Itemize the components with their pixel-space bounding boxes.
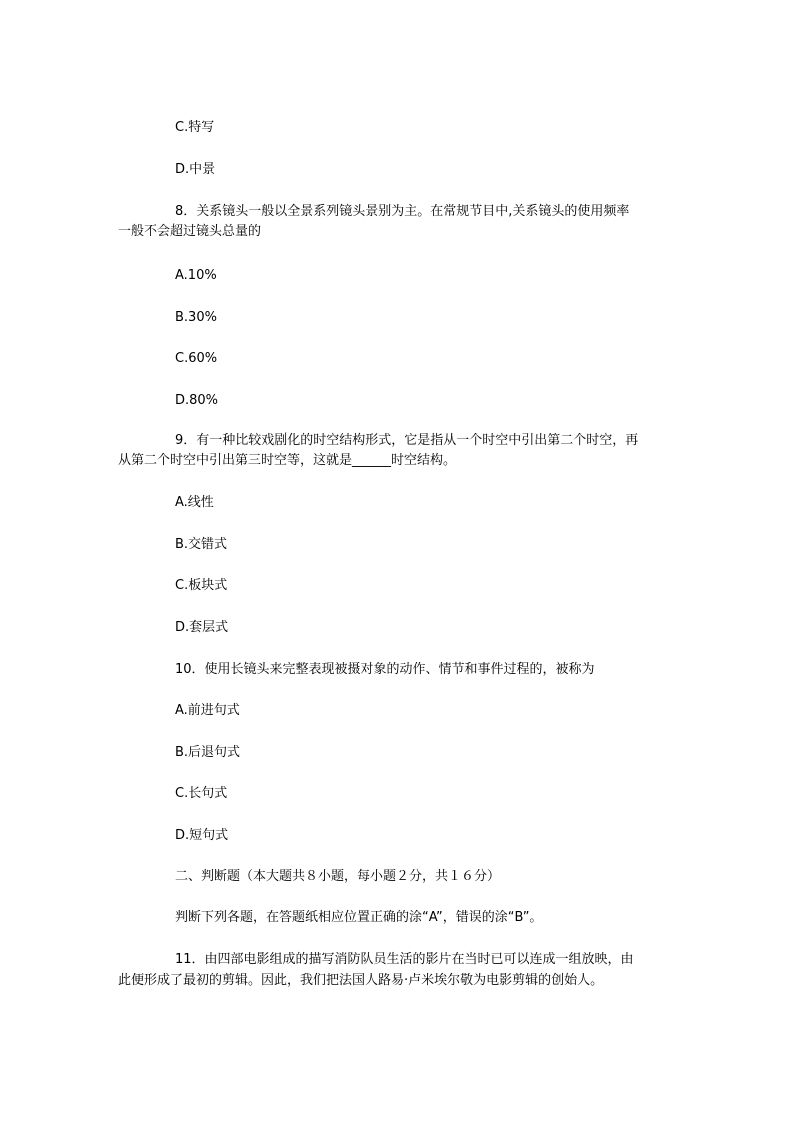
q8-option-d: D.80% [175,393,219,408]
q8-option-c: C.60% [175,351,218,366]
section2-heading: 二、判断题（本大题共８小题，每小题２分，共１６分） [175,869,501,884]
q11-stem-line1: 11．由四部电影组成的描写消防队员生活的影片在当时已可以连成一组放映，由 [175,952,634,967]
q7-option-d: D.中景 [175,162,216,177]
q9-stem-line1: 9．有一种比较戏剧化的时空结构形式，它是指从一个时空中引出第二个时空，再 [175,433,639,448]
q10-option-a: A.前进句式 [175,703,240,718]
q10-option-b: B.后退句式 [175,745,241,760]
q9-stem-line2: 从第二个时空中引出第三时空等，这就是______时空结构。 [118,453,457,468]
q8-stem-line1: 8．关系镜头一般以全景系列镜头景别为主。在常规节目中,关系镜头的使用频率 [175,204,630,219]
q9-option-d: D.套层式 [175,620,229,635]
q9-option-c: C.板块式 [175,578,228,593]
q7-option-c: C.特写 [175,120,215,135]
q10-option-d: D.短句式 [175,828,229,843]
q8-option-b: B.30% [175,310,217,325]
q9-option-b: B.交错式 [175,537,228,552]
q10-option-c: C.长句式 [175,786,228,801]
q8-option-a: A.10% [175,268,217,283]
q9-option-a: A.线性 [175,495,214,510]
q11-stem-line2: 此便形成了最初的剪辑。因此，我们把法国人路易·卢米埃尔敬为电影剪辑的创始人。 [118,973,604,988]
q10-stem: 10．使用长镜头来完整表现被摄对象的动作、情节和事件过程的，被称为 [175,662,595,677]
q8-stem-line2: 一般不会超过镜头总量的 [118,224,262,239]
section2-instruction: 判断下列各题，在答题纸相应位置正确的涂“A”，错误的涂“B”。 [175,910,543,925]
